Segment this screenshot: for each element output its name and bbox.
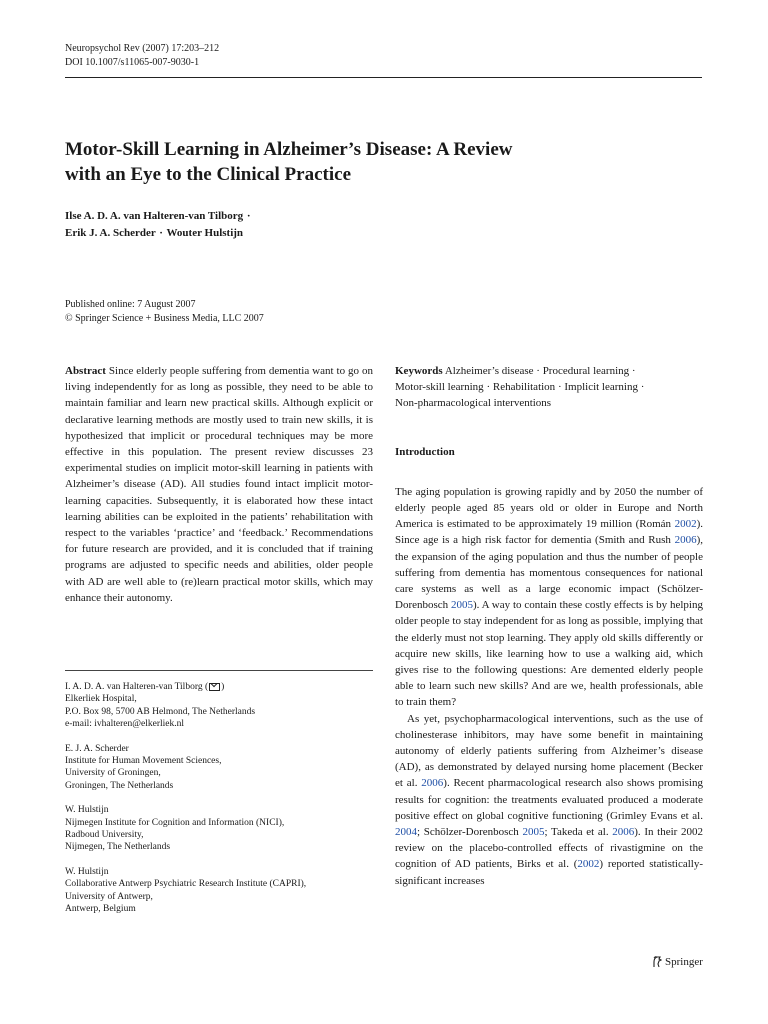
citation-link[interactable]: 2005 [522,826,545,839]
affiliation-line: Radboud University, [65,830,144,841]
introduction-body [395,484,703,889]
citation-link[interactable]: 2002 [674,518,697,531]
right-column [395,363,703,889]
author-2: Erik J. A. Scherder [65,227,156,239]
text-run: ) reported statistically-significant increases [395,858,703,887]
affiliation-line: University of Antwerp, [65,891,153,902]
affiliation-line: Institute for Human Movement Sciences, [65,756,222,767]
text-run: ). A way to contain these costly effects is by helping older people to stay independent for as long as possible, implying that the elderly must not stop learning. They apply old skills differently or acquire new skills, like learning how to use a walking aid, which gives rise to the following questions: Are demented elderly people able to learn such new skills? And are we, health professionals, able to train them? [395,599,703,709]
text-run: ; Takeda et al. [544,826,613,839]
affiliation-line: Collaborative Antwerp Psychiatric Research Institute (CAPRI), [65,879,307,890]
citation-link[interactable]: 2006 [674,534,697,547]
email-address[interactable]: e-mail: ivhalteren@elkerliek.nl [65,719,185,730]
title-line-2: with an Eye to the Clinical Practice [65,164,352,185]
author-3: Wouter Hulstijn [166,227,244,239]
article-title [65,137,665,187]
author-separator: · [159,227,163,239]
affiliation-line: P.O. Box 98, 5700 AB Helmond, The Netherlands [65,706,256,717]
affiliation-author-end: ) [221,682,225,692]
publisher-logo [652,956,703,968]
paragraph [395,484,703,711]
keyword[interactable]: Rehabilitation [492,381,556,394]
publisher-name: Springer [665,956,703,968]
affiliation-author: E. J. A. Scherder [65,743,129,754]
abstract-label: Abstract [65,365,106,377]
affiliation-author: W. Hulstijn [65,805,109,816]
citation-link[interactable]: 2006 [421,777,444,790]
affiliation-2 [65,743,373,793]
text-run: ). Since age is a high risk factor for dementia (Smith and Rush [395,518,703,547]
text-run: ). In their 2002 review on the placebo-controlled effects of rivastigmine on the cognition of AD patients, Birks et al. ( [395,826,703,871]
author-affiliations [65,681,373,928]
text-run: ; Schölzer-Dorenbosch [417,826,523,839]
affiliation-line: Antwerp, Belgium [65,904,136,915]
affiliation-line: Nijmegen Institute for Cognition and Information (NICI), [65,817,285,828]
affiliation-line: Elkerliek Hospital, [65,694,137,705]
affiliation-1 [65,681,373,731]
footnote-separator [65,670,373,671]
citation-link[interactable]: 2006 [612,826,635,839]
doi: DOI 10.1007/s11065-007-9030-1 [65,57,200,68]
text-run: The aging population is growing rapidly and by 2050 the number of elderly people aged 85 years old or older in Europe and North America is estimated to be approximately 19 million (Román [395,485,703,531]
title-line-1: Motor-Skill Learning in Alzheimer’s Disease: A Review [65,139,513,160]
keyword[interactable]: Implicit learning [564,381,638,394]
text-run: As yet, psychopharmacological interventions, such as the use of cholinesterase inhibitors, may have some benefit in maintaining autonomy of elderly patients suffering from Alzheimer’s disease (AD), as demonstrated by delayed nursing home placement (Becker et al. [395,712,703,790]
affiliation-author: W. Hulstijn [65,866,109,877]
citation-link[interactable]: 2005 [450,599,473,612]
springer-horse-icon [652,956,662,968]
journal-citation: Neuropsychol Rev (2007) 17:203–212 [65,43,220,54]
envelope-icon[interactable] [209,683,220,691]
section-heading-introduction: Introduction [395,445,455,458]
keyword[interactable]: Procedural learning [542,365,630,377]
keyword[interactable]: Non-pharmacological interventions [395,397,552,410]
citation-link[interactable]: 2004 [395,826,417,839]
journal-header [65,42,219,70]
author-list [65,208,252,242]
publication-info [65,298,264,326]
affiliation-line: Nijmegen, The Netherlands [65,842,171,853]
text-run: ). Recent pharmacological research also shows promising results for cognition: the treatments evaluated produced a moderate positive effect on global cognitive functioning (Grimley Evans et al. [395,777,703,822]
affiliation-4 [65,866,373,916]
copyright: © Springer Science + Business Media, LLC 2007 [65,313,264,324]
affiliation-3 [65,804,373,854]
author-separator: · [246,210,251,222]
text-run: ), the expansion of the aging population and thus the number of people suffering from dementia has momentous consequences for national care systems as well as a large economic impact (Schölzer-Dorenbosch [395,534,703,612]
header-rule [65,77,702,78]
keyword[interactable]: Alzheimer’s disease [444,365,534,377]
abstract-text: Since elderly people suffering from dementia want to go on living independently for as long as possible, they need to be able to maintain familiar and learn new practical skills. Although explicit or declarative learning methods are mostly used to train new skills, it is hypothesized that implicit or procedural techniques may be more effective in this population. The present review discusses 23 experimental studies on implicit motor-skill learning in patients with Alzheimer’s disease (AD). All studies found intact implicit motor-learning capacities. Subsequently, it is elaborated how these intact learning abilities can be exploited in the patients’ rehabilitation with respect to the variables ‘practice’ and ‘feedback.’ Recommendations for future research are provided, and it is concluded that if training programs are adjusted to specific needs and abilities, older people with AD are well able to (re)learn practical motor skills, which may enhance their autonomy. [65,365,373,604]
affiliation-author: I. A. D. A. van Halteren-van Tilborg ( [65,682,209,692]
abstract [65,363,373,606]
affiliation-line: University of Groningen, [65,768,161,779]
citation-link[interactable]: 2002 [577,858,600,871]
published-online: Published online: 7 August 2007 [65,299,196,310]
keywords: Keywords Alzheimer’s disease · Procedural learning · Motor-skill learning · Rehabilitation · Implicit learning · Non-pharmacological interventions [395,365,645,410]
paragraph [395,711,703,889]
author-1: Ilse A. D. A. van Halteren-van Tilborg [65,210,244,222]
affiliation-line: Groningen, The Netherlands [65,780,174,791]
keyword[interactable]: Motor-skill learning [395,381,484,394]
keywords-label: Keywords [395,365,443,377]
